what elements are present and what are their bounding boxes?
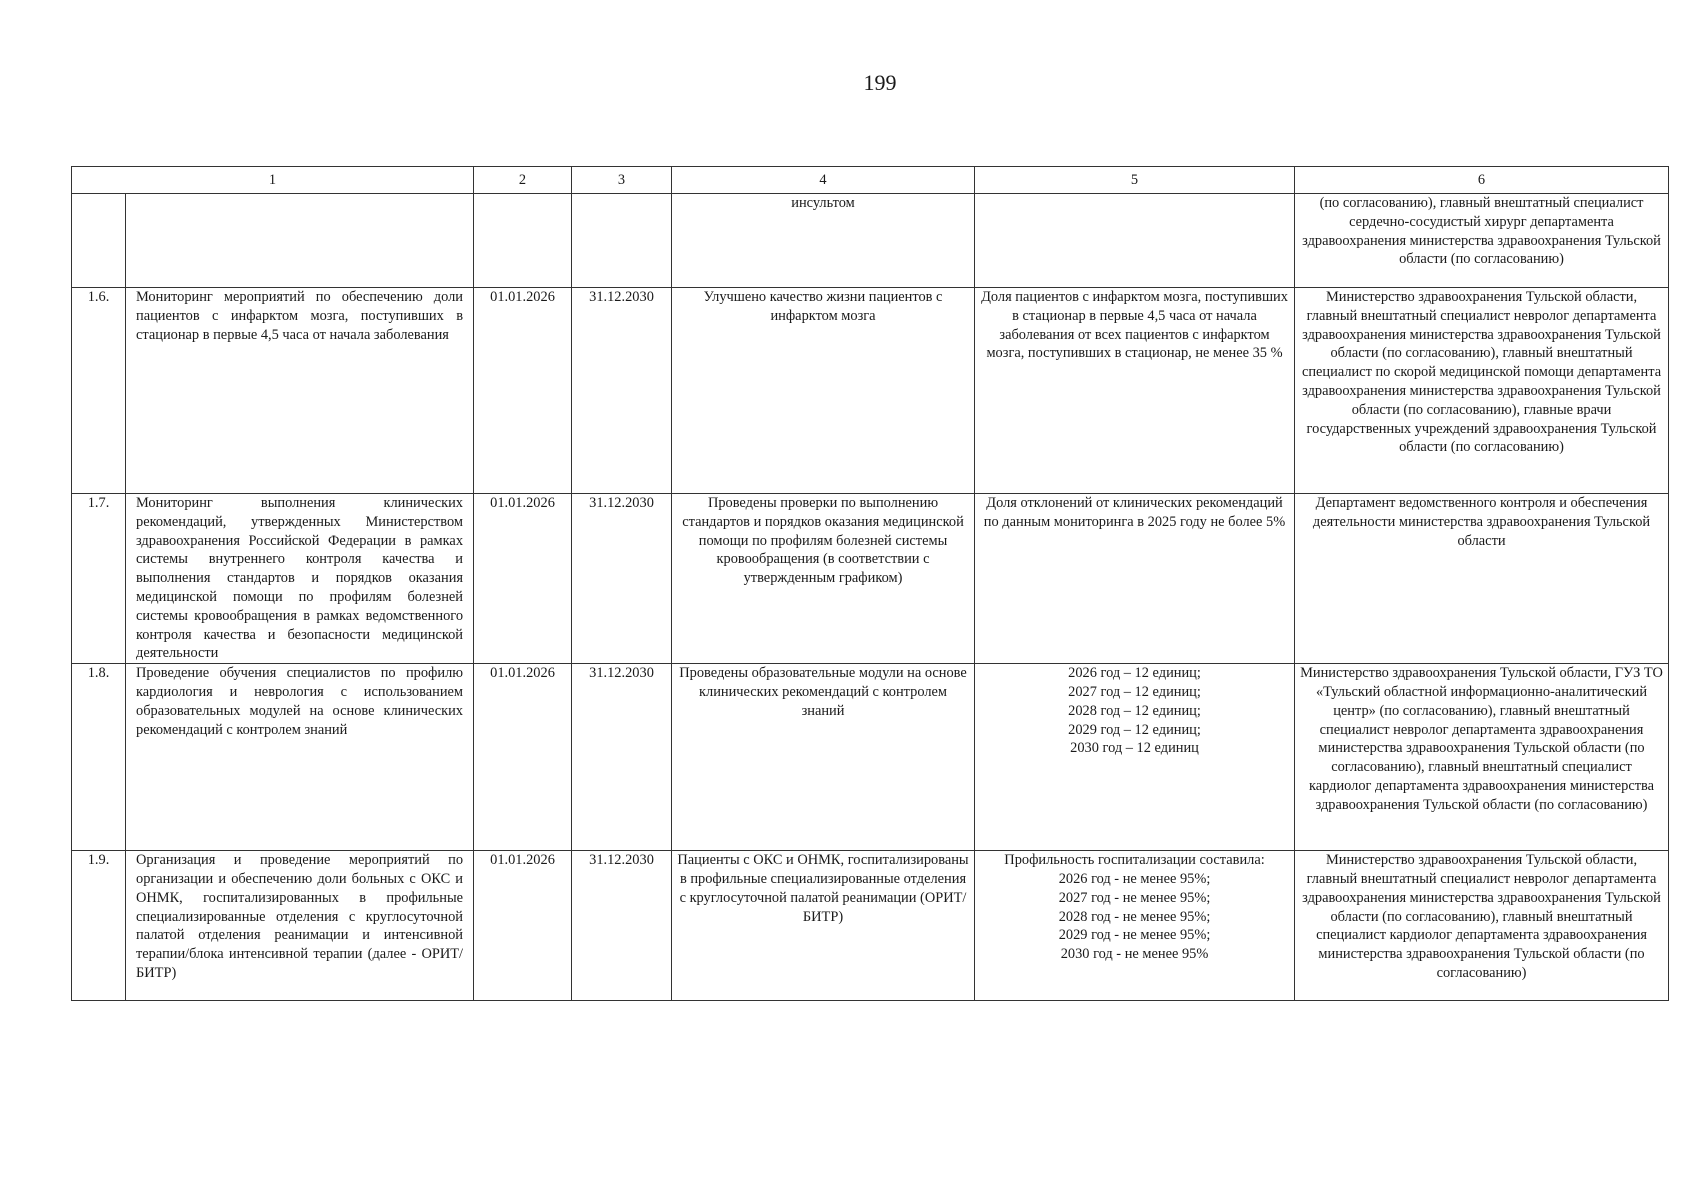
- row-number: 1.9.: [72, 851, 126, 1001]
- table-row: [72, 194, 1669, 288]
- table-row: [72, 494, 1669, 664]
- end-date-cell: [572, 194, 672, 288]
- end-date-cell: 31.12.2030: [572, 851, 672, 1001]
- result-cell: инсультом: [672, 194, 975, 288]
- table-row: [72, 664, 1669, 851]
- row-number: 1.8.: [72, 664, 126, 851]
- start-date-cell: 01.01.2026: [474, 494, 572, 664]
- event-cell: Организация и проведение мероприятий по организации и обеспечению доли больных с ОКС и ОНМК, госпитализированных в профильные специализированные отделения с круглосуточной палатой отделения реанимации и интенсивной терапии/блока интенсивной терапии (далее - ОРИТ/БИТР): [126, 851, 474, 1001]
- result-cell: Проведены образовательные модули на основе клинических рекомендаций с контролем знаний: [672, 664, 975, 851]
- indicator-cell: Доля отклонений от клинических рекомендаций по данным мониторинга в 2025 году не более 5%: [975, 494, 1295, 664]
- result-cell: Проведены проверки по выполнению стандартов и порядков оказания медицинской помощи по профилям болезней системы кровообращения (в соответствии с утвержденным графиком): [672, 494, 975, 664]
- end-date-cell: 31.12.2030: [572, 664, 672, 851]
- header-col-3: 3: [572, 167, 672, 194]
- indicator-cell: 2026 год – 12 единиц; 2027 год – 12 единиц; 2028 год – 12 единиц; 2029 год – 12 единиц; 2030 год – 12 единиц: [975, 664, 1295, 851]
- plan-table: [71, 166, 1669, 1001]
- responsible-cell: Министерство здравоохранения Тульской области, главный внештатный специалист невролог департамента здравоохранения министерства здравоохранения Тульской области (по согласованию), главный внештатный специалист кардиолог департамента здравоохранения министерства здравоохранения Тульской области (по согласованию): [1295, 851, 1669, 1001]
- row-number: 1.7.: [72, 494, 126, 664]
- header-col-1: 1: [72, 167, 474, 194]
- event-cell: [126, 194, 474, 288]
- start-date-cell: 01.01.2026: [474, 664, 572, 851]
- row-number: 1.6.: [72, 288, 126, 494]
- table-row: [72, 851, 1669, 1001]
- row-number: [72, 194, 126, 288]
- event-cell: Мониторинг выполнения клинических рекомендаций, утвержденных Министерством здравоохранения Российской Федерации в рамках системы внутреннего контроля качества и выполнения стандартов и порядков оказания медицинской помощи по профилям болезней системы кровообращения в рамках ведомственного контроля качества и безопасности медицинской деятельности: [126, 494, 474, 664]
- header-col-2: 2: [474, 167, 572, 194]
- responsible-cell: Министерство здравоохранения Тульской области, главный внештатный специалист невролог департамента здравоохранения министерства здравоохранения Тульской области (по согласованию), главный внештатный специалист по скорой медицинской помощи департамента здравоохранения министерства здравоохранения Тульской области (по согласованию), главные врачи государственных учреждений здравоохранения Тульской области (по согласованию): [1295, 288, 1669, 494]
- header-col-4: 4: [672, 167, 975, 194]
- start-date-cell: [474, 194, 572, 288]
- end-date-cell: 31.12.2030: [572, 288, 672, 494]
- responsible-cell: Министерство здравоохранения Тульской области, ГУЗ ТО «Тульский областной информационно-аналитический центр» (по согласованию), главный внештатный специалист невролог департамента здравоохранения министерства здравоохранения Тульской области (по согласованию), главный внештатный специалист кардиолог департамента здравоохранения министерства здравоохранения Тульской области (по согласованию): [1295, 664, 1669, 851]
- responsible-cell: Департамент ведомственного контроля и обеспечения деятельности министерства здравоохранения Тульской области: [1295, 494, 1669, 664]
- page-number: 199: [863, 70, 897, 95]
- event-cell: Проведение обучения специалистов по профилю кардиология и неврология с использованием образовательных модулей на основе клинических рекомендаций с контролем знаний: [126, 664, 474, 851]
- indicator-cell: Доля пациентов с инфарктом мозга, поступивших в стационар в первые 4,5 часа от начала заболевания от всех пациентов с инфарктом мозга, поступивших в стационар, не менее 35 %: [975, 288, 1295, 494]
- end-date-cell: 31.12.2030: [572, 494, 672, 664]
- responsible-cell: (по согласованию), главный внештатный специалист сердечно-сосудистый хирург департамента здравоохранения министерства здравоохранения Тульской области (по согласованию): [1295, 194, 1669, 288]
- result-cell: Улучшено качество жизни пациентов с инфарктом мозга: [672, 288, 975, 494]
- header-col-5: 5: [975, 167, 1295, 194]
- start-date-cell: 01.01.2026: [474, 288, 572, 494]
- start-date-cell: 01.01.2026: [474, 851, 572, 1001]
- table-row: [72, 288, 1669, 494]
- result-cell: Пациенты с ОКС и ОНМК, госпитализированы в профильные специализированные отделения с круглосуточной палатой реанимации (ОРИТ/БИТР): [672, 851, 975, 1001]
- indicator-cell: Профильность госпитализации составила: 2026 год - не менее 95%; 2027 год - не менее 95%; 2028 год - не менее 95%; 2029 год - не менее 95%; 2030 год - не менее 95%: [975, 851, 1295, 1001]
- header-row: [72, 167, 1669, 194]
- indicator-cell: [975, 194, 1295, 288]
- event-cell: Мониторинг мероприятий по обеспечению доли пациентов с инфарктом мозга, поступивших в стационар в первые 4,5 часа от начала заболевания: [126, 288, 474, 494]
- header-col-6: 6: [1295, 167, 1669, 194]
